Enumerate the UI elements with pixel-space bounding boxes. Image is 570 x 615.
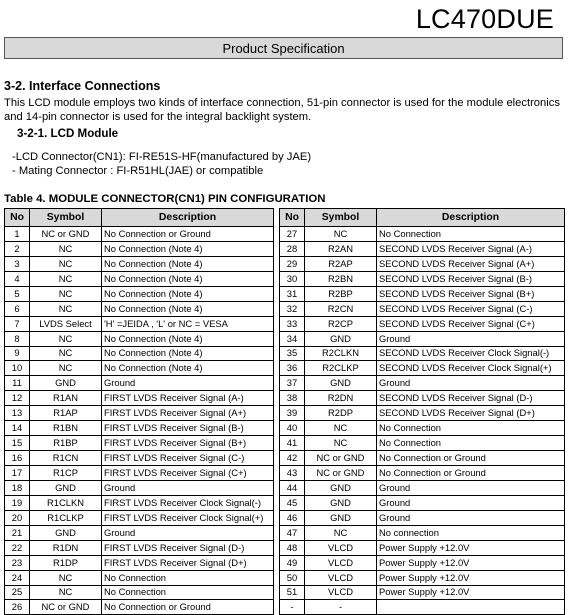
pin-number: 6	[5, 301, 30, 316]
table-row	[5, 346, 565, 361]
pin-description: Ground	[102, 376, 274, 391]
pin-number: 35	[280, 346, 305, 361]
pin-description: FIRST LVDS Receiver Signal (C-)	[102, 451, 274, 466]
table-caption: Table 4. MODULE CONNECTOR(CN1) PIN CONFIGURATION	[4, 193, 326, 205]
pin-symbol: R1CN	[30, 451, 102, 466]
subsection-title: 3-2-1. LCD Module	[17, 127, 119, 140]
pin-number: 10	[5, 361, 30, 376]
pin-symbol: GND	[305, 510, 377, 525]
pin-symbol: R1CLKP	[30, 510, 102, 525]
pin-symbol: GND	[305, 376, 377, 391]
pin-number: 16	[5, 451, 30, 466]
pin-description: SECOND LVDS Receiver Signal (D+)	[377, 406, 565, 421]
table-row	[5, 376, 565, 391]
pin-number: 18	[5, 480, 30, 495]
pin-description: SECOND LVDS Receiver Signal (D-)	[377, 391, 565, 406]
pin-symbol: NC	[30, 256, 102, 271]
pin-description: No Connection	[377, 436, 565, 451]
pin-symbol: VLCD	[305, 540, 377, 555]
pin-description: FIRST LVDS Receiver Signal (C+)	[102, 466, 274, 481]
table-row	[5, 480, 565, 495]
table-row	[5, 600, 565, 615]
model-number: LC470DUE	[415, 4, 554, 34]
pin-number: 33	[280, 316, 305, 331]
pin-number: 14	[5, 421, 30, 436]
pin-symbol: NC or GND	[30, 600, 102, 615]
pin-description: FIRST LVDS Receiver Signal (B-)	[102, 421, 274, 436]
pin-configuration-table	[4, 208, 565, 615]
pin-description: Ground	[377, 510, 565, 525]
pin-description: Ground	[377, 331, 565, 346]
table-row	[5, 421, 565, 436]
pin-symbol: NC	[30, 570, 102, 585]
pin-description: SECOND LVDS Receiver Clock Signal(+)	[377, 361, 565, 376]
pin-symbol: NC	[30, 286, 102, 301]
pin-number: 27	[280, 227, 305, 242]
pin-number: 24	[5, 570, 30, 585]
pin-symbol: R1AP	[30, 406, 102, 421]
pin-description: Ground	[102, 480, 274, 495]
pin-number: 22	[5, 540, 30, 555]
table-row	[5, 316, 565, 331]
pin-number: 26	[5, 600, 30, 615]
pin-symbol: R2AN	[305, 241, 377, 256]
pin-description: Ground	[377, 376, 565, 391]
header-no: No	[280, 209, 305, 227]
mating-connector-line: - Mating Connector : FI-R51HL(JAE) or compatible	[12, 165, 264, 177]
pin-number: 28	[280, 241, 305, 256]
pin-symbol: R2CN	[305, 301, 377, 316]
table-row	[5, 391, 565, 406]
header-description: Description	[102, 209, 274, 227]
pin-number: 46	[280, 510, 305, 525]
pin-number: 51	[280, 585, 305, 600]
pin-symbol: LVDS Select	[30, 316, 102, 331]
header-symbol: Symbol	[305, 209, 377, 227]
pin-symbol: R2CLKN	[305, 346, 377, 361]
pin-number: 38	[280, 391, 305, 406]
pin-description: No Connection	[377, 421, 565, 436]
pin-symbol: R1BN	[30, 421, 102, 436]
pin-description: No Connection (Note 4)	[102, 346, 274, 361]
pin-description: Power Supply +12.0V	[377, 540, 565, 555]
pin-number: 2	[5, 241, 30, 256]
pin-symbol: VLCD	[305, 555, 377, 570]
pin-symbol: R2DP	[305, 406, 377, 421]
pin-description: SECOND LVDS Receiver Signal (C-)	[377, 301, 565, 316]
pin-number: 12	[5, 391, 30, 406]
section-paragraph: This LCD module employs two kinds of interface connection, 51-pin connector is used for the module electronics and 14-pin connector is used for the integral backlight system.	[4, 97, 560, 123]
table-row	[5, 241, 565, 256]
pin-description: 'H' =JEIDA , 'L' or NC = VESA	[102, 316, 274, 331]
pin-number: 21	[5, 525, 30, 540]
table-row	[5, 256, 565, 271]
pin-description: No Connection (Note 4)	[102, 256, 274, 271]
pin-number: 39	[280, 406, 305, 421]
table-row	[5, 451, 565, 466]
pin-description: No Connection	[102, 585, 274, 600]
pin-number: 40	[280, 421, 305, 436]
pin-description: FIRST LVDS Receiver Signal (A+)	[102, 406, 274, 421]
pin-number: 30	[280, 271, 305, 286]
pin-description: Ground	[377, 480, 565, 495]
table-row	[5, 510, 565, 525]
pin-number: 29	[280, 256, 305, 271]
pin-symbol: R2BP	[305, 286, 377, 301]
pin-symbol: VLCD	[305, 585, 377, 600]
pin-symbol: NC	[30, 331, 102, 346]
pin-symbol: NC or GND	[305, 466, 377, 481]
pin-number: 9	[5, 346, 30, 361]
pin-description: FIRST LVDS Receiver Signal (B+)	[102, 436, 274, 451]
pin-symbol: R1AN	[30, 391, 102, 406]
pin-symbol: R2BN	[305, 271, 377, 286]
pin-number: 50	[280, 570, 305, 585]
pin-symbol: R1BP	[30, 436, 102, 451]
pin-symbol: NC	[30, 301, 102, 316]
pin-symbol: NC	[305, 525, 377, 540]
pin-number: -	[280, 600, 305, 615]
pin-description: No Connection or Ground	[102, 227, 274, 242]
section-bar: Product Specification	[4, 37, 563, 59]
pin-description: No Connection or Ground	[377, 451, 565, 466]
pin-symbol: NC	[30, 585, 102, 600]
pin-description: Ground	[102, 525, 274, 540]
pin-number: 5	[5, 286, 30, 301]
pin-description: No Connection	[102, 570, 274, 585]
table-row	[5, 540, 565, 555]
pin-symbol: NC or GND	[305, 451, 377, 466]
pin-number: 44	[280, 480, 305, 495]
pin-number: 3	[5, 256, 30, 271]
pin-symbol: R2AP	[305, 256, 377, 271]
pin-description: No Connection (Note 4)	[102, 301, 274, 316]
pin-description: FIRST LVDS Receiver Clock Signal(-)	[102, 495, 274, 510]
table-row	[5, 406, 565, 421]
pin-number: 17	[5, 466, 30, 481]
pin-description: No Connection or Ground	[377, 466, 565, 481]
pin-number: 19	[5, 495, 30, 510]
pin-description: FIRST LVDS Receiver Signal (A-)	[102, 391, 274, 406]
pin-number: 42	[280, 451, 305, 466]
pin-number: 31	[280, 286, 305, 301]
pin-description: Power Supply +12.0V	[377, 585, 565, 600]
table-row	[5, 466, 565, 481]
pin-description: No Connection (Note 4)	[102, 271, 274, 286]
pin-description: FIRST LVDS Receiver Signal (D+)	[102, 555, 274, 570]
pin-description: No Connection (Note 4)	[102, 241, 274, 256]
pin-symbol: R2CLKP	[305, 361, 377, 376]
pin-number: 20	[5, 510, 30, 525]
header-no: No	[5, 209, 30, 227]
table-row	[5, 495, 565, 510]
pin-symbol: GND	[305, 495, 377, 510]
pin-symbol: R1CP	[30, 466, 102, 481]
pin-description: No Connection (Note 4)	[102, 286, 274, 301]
pin-number: 4	[5, 271, 30, 286]
pin-description	[377, 600, 565, 615]
pin-description: No connection	[377, 525, 565, 540]
table-row	[5, 227, 565, 242]
pin-description: SECOND LVDS Receiver Signal (B-)	[377, 271, 565, 286]
pin-symbol: -	[305, 600, 377, 615]
pin-description: SECOND LVDS Receiver Signal (B+)	[377, 286, 565, 301]
pin-description: SECOND LVDS Receiver Clock Signal(-)	[377, 346, 565, 361]
pin-number: 1	[5, 227, 30, 242]
table-row	[5, 331, 565, 346]
table-row	[5, 271, 565, 286]
pin-symbol: GND	[305, 480, 377, 495]
pin-number: 47	[280, 525, 305, 540]
pin-symbol: GND	[305, 331, 377, 346]
pin-table-body	[5, 227, 565, 615]
pin-symbol: NC	[305, 436, 377, 451]
pin-symbol: NC	[30, 361, 102, 376]
pin-description: Power Supply +12.0V	[377, 555, 565, 570]
pin-symbol: NC or GND	[30, 227, 102, 242]
pin-symbol: VLCD	[305, 570, 377, 585]
table-row	[5, 436, 565, 451]
table-header-row	[5, 209, 565, 227]
pin-number: 13	[5, 406, 30, 421]
pin-description: SECOND LVDS Receiver Signal (A+)	[377, 256, 565, 271]
table-row	[5, 525, 565, 540]
pin-number: 48	[280, 540, 305, 555]
pin-number: 11	[5, 376, 30, 391]
table-row	[5, 286, 565, 301]
pin-description: FIRST LVDS Receiver Clock Signal(+)	[102, 510, 274, 525]
table-row	[5, 585, 565, 600]
header-symbol: Symbol	[30, 209, 102, 227]
pin-description: SECOND LVDS Receiver Signal (A-)	[377, 241, 565, 256]
pin-number: 25	[5, 585, 30, 600]
pin-number: 43	[280, 466, 305, 481]
pin-description: No Connection (Note 4)	[102, 331, 274, 346]
pin-number: 23	[5, 555, 30, 570]
pin-symbol: NC	[30, 241, 102, 256]
pin-description: No Connection (Note 4)	[102, 361, 274, 376]
pin-number: 41	[280, 436, 305, 451]
header-description: Description	[377, 209, 565, 227]
connector-line: -LCD Connector(CN1): FI-RE51S-HF(manufactured by JAE)	[12, 151, 312, 163]
pin-description: FIRST LVDS Receiver Signal (D-)	[102, 540, 274, 555]
table-row	[5, 570, 565, 585]
pin-number: 36	[280, 361, 305, 376]
pin-description: Ground	[377, 495, 565, 510]
pin-description: No Connection or Ground	[102, 600, 274, 615]
pin-number: 49	[280, 555, 305, 570]
pin-symbol: GND	[30, 480, 102, 495]
pin-symbol: NC	[305, 421, 377, 436]
section-title: 3-2. Interface Connections	[4, 79, 161, 93]
pin-number: 37	[280, 376, 305, 391]
pin-number: 32	[280, 301, 305, 316]
pin-symbol: GND	[30, 525, 102, 540]
pin-symbol: R2CP	[305, 316, 377, 331]
pin-symbol: GND	[30, 376, 102, 391]
pin-number: 15	[5, 436, 30, 451]
pin-number: 7	[5, 316, 30, 331]
pin-symbol: NC	[30, 346, 102, 361]
pin-symbol: R2DN	[305, 391, 377, 406]
pin-number: 8	[5, 331, 30, 346]
pin-symbol: NC	[305, 227, 377, 242]
table-row	[5, 301, 565, 316]
pin-description: SECOND LVDS Receiver Signal (C+)	[377, 316, 565, 331]
pin-description: No Connection	[377, 227, 565, 242]
pin-symbol: NC	[30, 271, 102, 286]
table-row	[5, 361, 565, 376]
pin-symbol: R1DP	[30, 555, 102, 570]
pin-number: 45	[280, 495, 305, 510]
pin-symbol: R1DN	[30, 540, 102, 555]
pin-symbol: R1CLKN	[30, 495, 102, 510]
table-row	[5, 555, 565, 570]
pin-description: Power Supply +12.0V	[377, 570, 565, 585]
pin-number: 34	[280, 331, 305, 346]
